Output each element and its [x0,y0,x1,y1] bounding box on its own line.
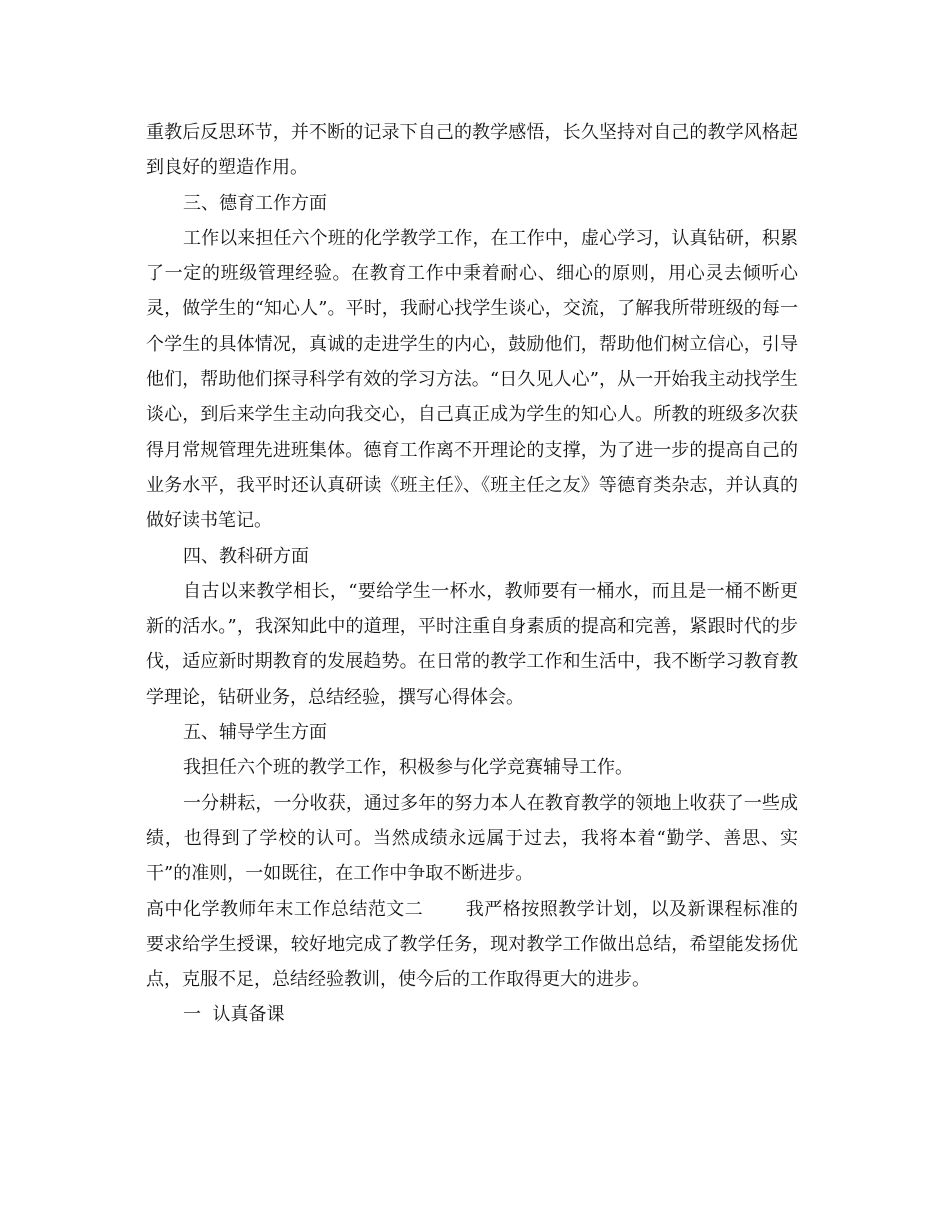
section-two-title: 高中化学教师年末工作总结范文二 [146,898,424,920]
section-heading-lesson-prep: 一 认真备课 [183,1004,285,1026]
section-heading-moral-education: 三、德育工作方面 [183,192,327,214]
paragraph-research: 自古以来教学相长，“要给学生一杯水，教师要有一桶水，而且是一桶不断更新的活水。”，我深知此中的道理，平时注重自身素质的提高和完善，紧跟时代的步伐，适应新时期教育的发展趋势。在日常的教学工作和生活中，我不断学习教育教学理论，钻研业务，总结经验，撰写心得体会。 [146,580,798,708]
paragraph-moral-education: 工作以来担任六个班的化学教学工作，在工作中，虚心学习，认真钻研，积累了一定的班级管理经验。在教育工作中秉着耐心、细心的原则，用心灵去倾听心灵，做学生的“知心人”。平时，我耐心找学生谈心，交流，了解我所带班级的每一个学生的具体情况，真诚的走进学生的内心，鼓励他们，帮助他们树立信心，引导他们，帮助他们探寻科学有效的学习方法。“日久见人心”，从一开始我主动找学生谈心，到后来学生主动向我交心，自己真正成为学生的知心人。所教的班级多次获得月常规管理先进班集体。德育工作离不开理论的支撑，为了进一步的提高自己的业务水平，我平时还认真研读《班主任》、《班主任之友》等德育类杂志，并认真的做好读书笔记。 [146,227,798,532]
paragraph-section-two [146,892,798,998]
paragraph-continued: 重教后反思环节，并不断的记录下自己的教学感悟，长久坚持对自己的教学风格起到良好的塑造作用。 [146,122,798,179]
section-two-text: 我严格按照教学计划，以及新课程标准的要求给学生授课，较好地完成了教学任务，现对教学工作做出总结，希望能发扬优点，克服不足，总结经验教训，使今后的工作取得更大的进步。 [146,898,799,991]
document-body [146,115,798,1033]
paragraph-conclusion: 一分耕耘，一分收获，通过多年的努力本人在教育教学的领地上收获了一些成绩，也得到了学校的认可。当然成绩永远属于过去，我将本着“勤学、善思、实干”的准则，一如既往，在工作中争取不断进步。 [146,792,798,885]
section-heading-tutoring: 五、辅导学生方面 [183,722,327,744]
section-heading-research: 四、教科研方面 [183,545,309,567]
paragraph-tutoring: 我担任六个班的教学工作，积极参与化学竞赛辅导工作。 [183,757,633,779]
